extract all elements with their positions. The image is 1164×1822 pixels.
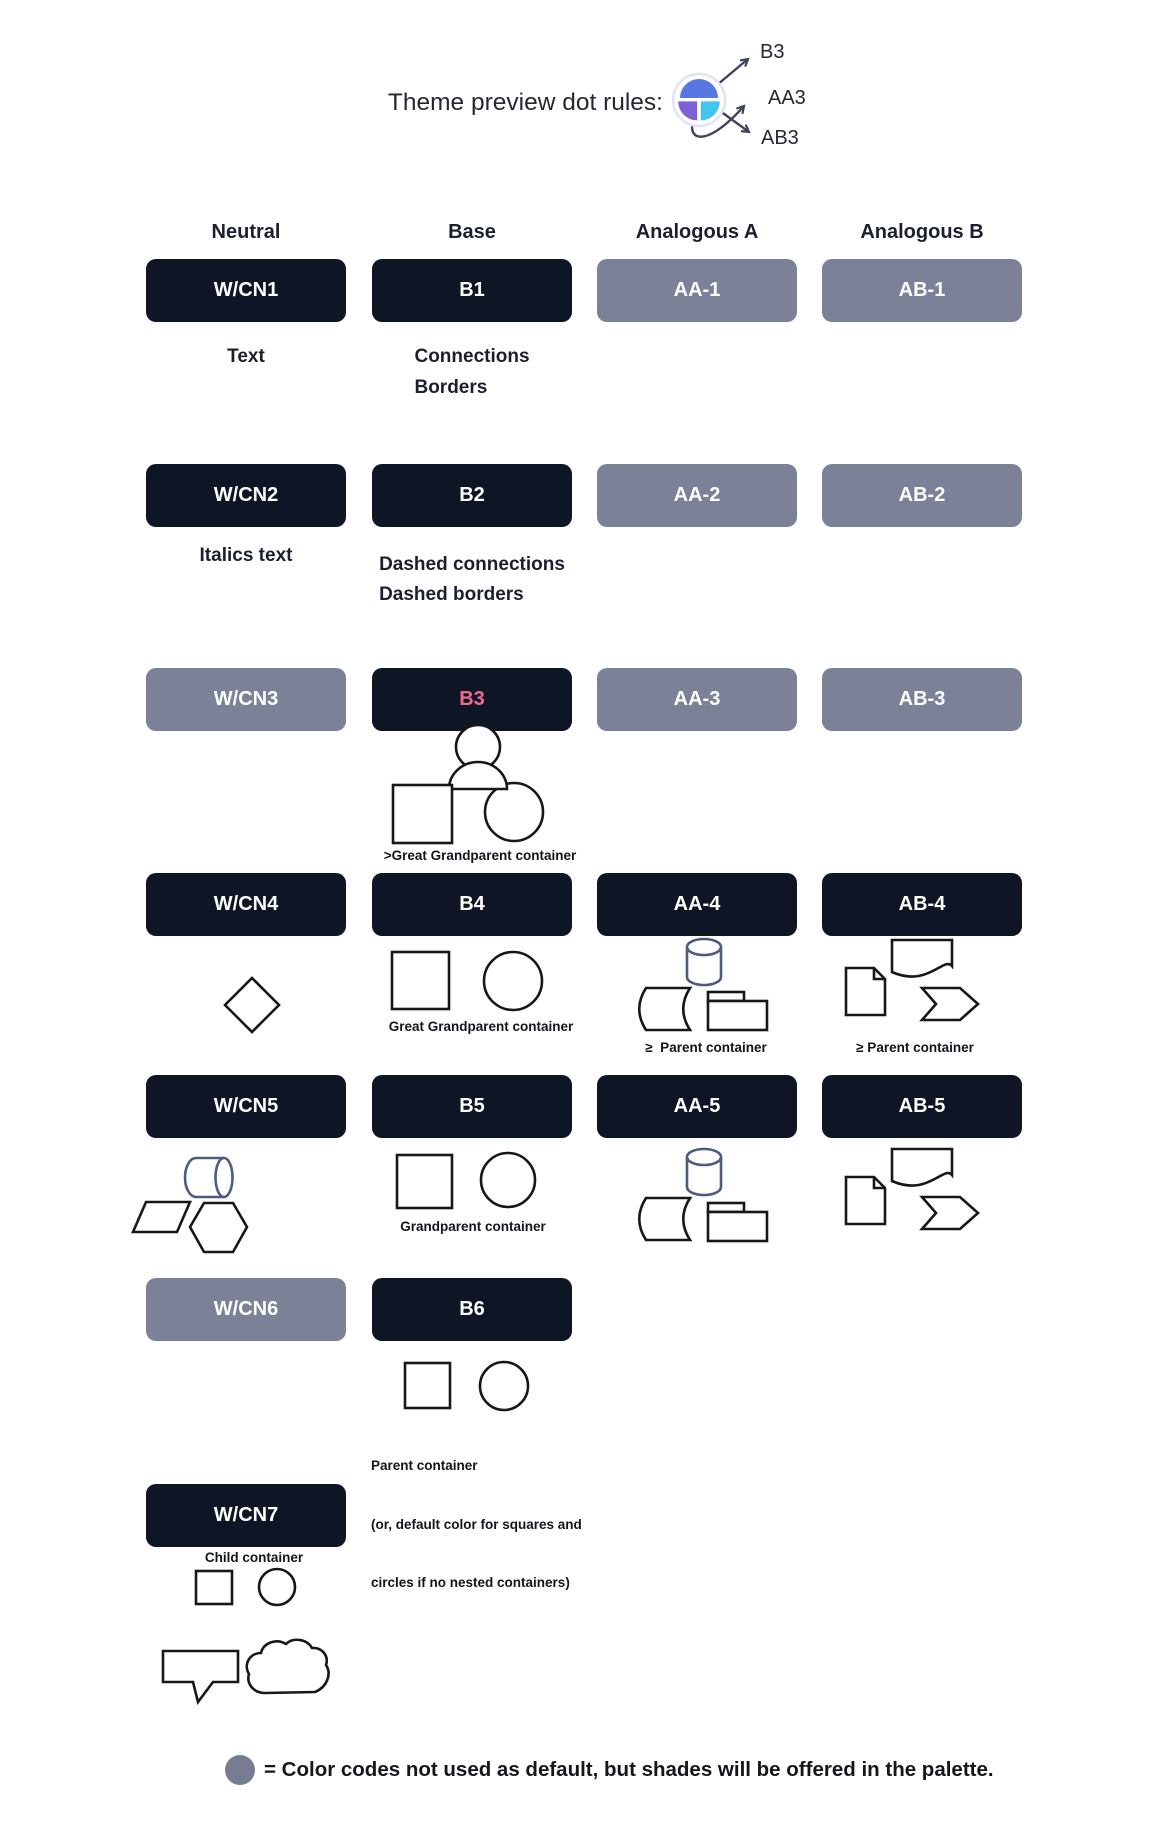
- note-dashed-connections: Dashed connections: [379, 554, 565, 575]
- stored-data-icon: [639, 1198, 690, 1240]
- b5-shape-cluster: [397, 1153, 535, 1208]
- column-header-base: Base: [448, 221, 496, 243]
- square-icon: [392, 952, 449, 1009]
- aa4-shape-cluster: [639, 939, 767, 1030]
- wavy-document-icon: [892, 940, 952, 977]
- arrow-to-b3: [711, 59, 748, 90]
- swatch-b4: B4: [372, 873, 572, 936]
- wavy-document-icon: [892, 1149, 952, 1186]
- legend-arrows: [692, 59, 749, 137]
- document-icon: [846, 968, 885, 1015]
- swatch-wcn2: W/CN2: [146, 464, 346, 527]
- note-dashed-borders: Dashed borders: [379, 584, 524, 605]
- swatch-wcn3: W/CN3: [146, 668, 346, 731]
- swatch-wcn6: W/CN6: [146, 1278, 346, 1341]
- caption-ab4: ≥ Parent container: [856, 1040, 974, 1055]
- circle-icon: [481, 1153, 535, 1207]
- caption-b6-line3: circles if no nested containers): [371, 1575, 570, 1590]
- cloud-icon: [247, 1640, 329, 1693]
- aa5-shape-cluster: [639, 1149, 767, 1241]
- circle-icon: [480, 1362, 528, 1410]
- swatch-aa2: AA-2: [597, 464, 797, 527]
- wcn5-shape-cluster: [133, 1158, 247, 1252]
- swatch-b1: B1: [372, 259, 572, 322]
- swatch-ab2: AB-2: [822, 464, 1022, 527]
- stored-data-icon: [639, 988, 690, 1030]
- legend-label-ab3: AB3: [761, 127, 799, 149]
- swatch-wcn1: W/CN1: [146, 259, 346, 322]
- gray-dot-icon: [225, 1755, 255, 1785]
- theme-dot-icon: [673, 74, 725, 126]
- footer-note: = Color codes not used as default, but shades will be offered in the palette.: [264, 1758, 994, 1781]
- folder-icon: [708, 1203, 767, 1241]
- swatch-aa1: AA-1: [597, 259, 797, 322]
- swatch-aa4: AA-4: [597, 873, 797, 936]
- note-text: Text: [227, 346, 265, 367]
- ab4-shape-cluster: [846, 940, 978, 1020]
- swatch-wcn7: W/CN7: [146, 1484, 346, 1547]
- caption-b4: Great Grandparent container: [388, 1019, 574, 1034]
- swatch-ab4: AB-4: [822, 873, 1022, 936]
- dot-segment-analogous-a: [678, 101, 697, 120]
- b3-shape-cluster: [393, 725, 543, 843]
- column-header-analogous-a: Analogous A: [635, 221, 759, 243]
- caption-b6-line1: Parent container: [371, 1458, 478, 1473]
- caption-wcn7: Child container: [204, 1550, 304, 1565]
- hexagon-icon: [190, 1203, 247, 1252]
- swatch-aa3: AA-3: [597, 668, 797, 731]
- parallelogram-icon: [133, 1202, 190, 1232]
- note-connections: Connections: [414, 346, 530, 367]
- person-icon: [449, 725, 507, 789]
- caption-b3: >Great Grandparent container: [383, 848, 577, 863]
- legend-label-aa3: AA3: [768, 87, 806, 109]
- b6-shape-cluster: [405, 1362, 528, 1410]
- circle-icon: [485, 783, 543, 841]
- swatch-ab3: AB-3: [822, 668, 1022, 731]
- note-borders: Borders: [414, 377, 488, 398]
- speech-bubble-icon: [163, 1651, 238, 1702]
- dot-segment-analogous-b: [701, 101, 720, 120]
- column-header-neutral: Neutral: [211, 221, 281, 243]
- swatch-ab5: AB-5: [822, 1075, 1022, 1138]
- square-icon: [393, 785, 452, 843]
- horizontal-cylinder-icon: [185, 1158, 233, 1197]
- folder-icon: [708, 992, 767, 1030]
- arrow-to-aa3: [692, 106, 744, 137]
- swatch-wcn4: W/CN4: [146, 873, 346, 936]
- chevron-icon: [922, 1197, 978, 1229]
- swatch-ab1: AB-1: [822, 259, 1022, 322]
- legend-label-b3: B3: [760, 41, 785, 63]
- column-header-analogous-b: Analogous B: [860, 221, 984, 243]
- swatch-aa5: AA-5: [597, 1075, 797, 1138]
- circle-icon: [484, 952, 542, 1010]
- caption-b6-line2: (or, default color for squares and: [371, 1516, 582, 1532]
- square-icon: [405, 1363, 450, 1408]
- swatch-b3: B3: [372, 668, 572, 731]
- arrow-to-ab3: [716, 108, 749, 132]
- square-icon: [397, 1155, 452, 1208]
- note-dashed: [372, 550, 572, 610]
- document-icon: [846, 1177, 885, 1224]
- caption-aa4: ≥ Parent container: [645, 1040, 767, 1055]
- square-icon: [196, 1571, 232, 1604]
- circle-icon: [259, 1569, 295, 1605]
- swatch-b5: B5: [372, 1075, 572, 1138]
- caption-b6: [371, 1417, 582, 1632]
- swatch-wcn5: W/CN5: [146, 1075, 346, 1138]
- page-title: Theme preview dot rules:: [387, 89, 663, 116]
- swatch-b6: B6: [372, 1278, 572, 1341]
- b4-shape-cluster: [392, 952, 542, 1010]
- note-italics-text: Italics text: [199, 545, 293, 566]
- chevron-icon: [922, 988, 978, 1020]
- caption-b5: Grandparent container: [400, 1219, 546, 1234]
- diamond-icon: [225, 978, 279, 1032]
- wcn7-shape-cluster: [163, 1569, 329, 1702]
- cylinder-icon: [687, 939, 721, 985]
- swatch-b2: B2: [372, 464, 572, 527]
- ab5-shape-cluster: [846, 1149, 978, 1229]
- dot-segment-base: [680, 79, 718, 98]
- note-connections-borders: [372, 341, 572, 403]
- cylinder-icon: [687, 1149, 721, 1195]
